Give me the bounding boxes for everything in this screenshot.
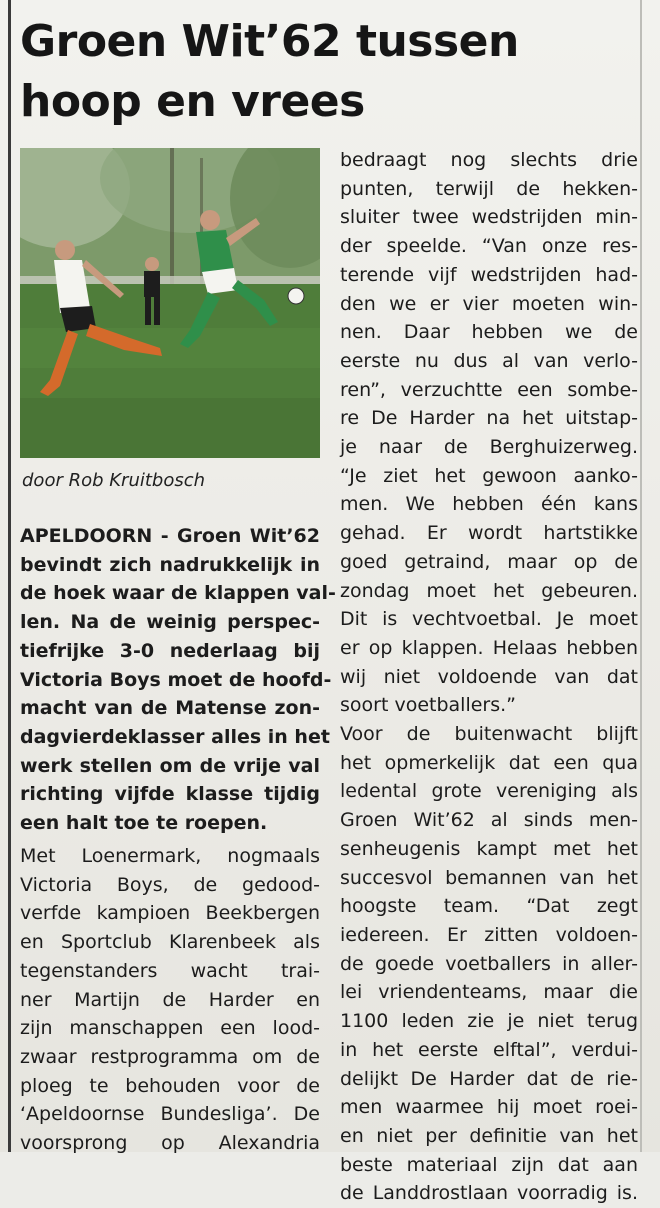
text-line: richting vijfde klasse tijdig xyxy=(20,783,320,806)
text-line: zwaar restprogramma om de xyxy=(20,1045,320,1068)
text-line: Voor de buitenwacht blijft xyxy=(340,723,638,746)
text-line: je naar de Berghuizerweg. xyxy=(340,436,638,459)
text-line: ledental grote vereniging als xyxy=(340,780,638,803)
text-line: er op klappen. Helaas hebben xyxy=(340,636,638,659)
headline-line: Groen Wit’62 tussen xyxy=(20,16,519,67)
text-line: een halt toe te roepen. xyxy=(20,812,268,835)
text-line: senheugenis kampt met het xyxy=(340,837,638,860)
text-line: Dit is vechtvoetbal. Je moet xyxy=(340,608,638,631)
text-line: delijkt De Harder dat de rie- xyxy=(340,1067,638,1090)
text-line: men. We hebben één kans xyxy=(340,493,638,516)
column-rule-left xyxy=(8,0,11,1152)
text-line: der speelde. “Van onze res- xyxy=(340,235,638,258)
text-line: APELDOORN - Groen Wit’62 xyxy=(20,525,320,547)
text-line: gehad. Er wordt hartstikke xyxy=(340,522,638,545)
photo-illustration xyxy=(20,148,320,458)
text-line: ‘Apeldoornse Bundesliga’. De xyxy=(20,1103,320,1126)
article-body-right xyxy=(340,146,638,1208)
text-line: 1100 leden zie je niet terug xyxy=(340,1010,638,1033)
text-line: succesvol bemannen van het xyxy=(340,866,638,889)
text-line: de goede voetballers in aller- xyxy=(340,952,638,975)
text-line: len. Na de weinig perspec- xyxy=(20,611,320,634)
column-rule-right xyxy=(640,0,642,1152)
text-line: eerste nu dus al van verlo- xyxy=(340,349,638,372)
text-line: en niet per definitie van het xyxy=(340,1124,638,1147)
football-match-photo xyxy=(20,148,320,458)
article-body-left xyxy=(20,842,320,1158)
text-line: nen. Daar hebben we de xyxy=(340,321,638,344)
text-line: zondag moet het gebeuren. xyxy=(340,579,638,602)
text-line: punten, terwijl de hekken- xyxy=(340,177,638,200)
text-line: hoogste team. “Dat zegt xyxy=(340,895,638,918)
text-line: bedraagt nog slechts drie xyxy=(340,149,638,171)
article-headline xyxy=(20,12,560,132)
text-line: ren”, verzuchtte een sombe- xyxy=(340,378,638,401)
text-line: tegenstanders wacht trai- xyxy=(20,959,320,982)
text-line: werk stellen om de vrije val xyxy=(20,754,320,777)
text-line: soort voetballers.” xyxy=(340,694,517,717)
text-line: en Sportclub Klarenbeek als xyxy=(20,931,320,954)
text-line: ploeg te behouden voor de xyxy=(20,1074,320,1097)
text-line: Victoria Boys, de gedood- xyxy=(20,873,320,896)
text-line: “Je ziet het gewoon aanko- xyxy=(340,464,638,487)
text-line: iedereen. Er zitten voldoen- xyxy=(340,923,638,946)
text-line: de Landdrostlaan voorradig is. xyxy=(340,1182,638,1205)
text-line: verfde kampioen Beekbergen xyxy=(20,902,320,925)
text-line: tiefrijke 3-0 nederlaag bij xyxy=(20,639,320,662)
text-line: bevindt zich nadrukkelijk in xyxy=(20,553,320,576)
text-line: men waarmee hij moet roei- xyxy=(340,1096,638,1119)
text-line: beste materiaal zijn dat aan xyxy=(340,1153,638,1176)
text-line: re De Harder na het uitstap- xyxy=(340,407,638,430)
article-intro xyxy=(20,522,336,838)
text-line: sluiter twee wedstrijden min- xyxy=(340,206,638,229)
football xyxy=(288,288,304,304)
text-line: ner Martijn de Harder en xyxy=(20,988,320,1011)
text-line: zijn manschappen een lood- xyxy=(20,1017,320,1040)
text-line: lei vriendenteams, maar die xyxy=(340,981,638,1004)
text-line: in het eerste elftal”, verdui- xyxy=(340,1038,638,1061)
byline: door Rob Kruitbosch xyxy=(22,470,206,491)
headline-line: hoop en vrees xyxy=(20,76,365,127)
text-line: Victoria Boys moet de hoofd- xyxy=(20,668,332,691)
text-line: Groen Wit’62 al sinds men- xyxy=(340,809,638,832)
text-line: terende vijf wedstrijden had- xyxy=(340,263,638,286)
text-line: Met Loenermark, nogmaals xyxy=(20,845,320,867)
text-line: wij niet voldoende van dat xyxy=(340,665,638,688)
text-line: den we er vier moeten win- xyxy=(340,292,638,315)
text-line: de hoek waar de klappen val- xyxy=(20,582,336,605)
text-line: voorsprong op Alexandria xyxy=(20,1132,320,1155)
text-line: dagvierdeklasser alles in het xyxy=(20,725,330,748)
text-line: goed getraind, maar op de xyxy=(340,550,638,573)
text-line: het opmerkelijk dat een qua xyxy=(340,751,638,774)
text-line: macht van de Matense zon- xyxy=(20,697,320,720)
